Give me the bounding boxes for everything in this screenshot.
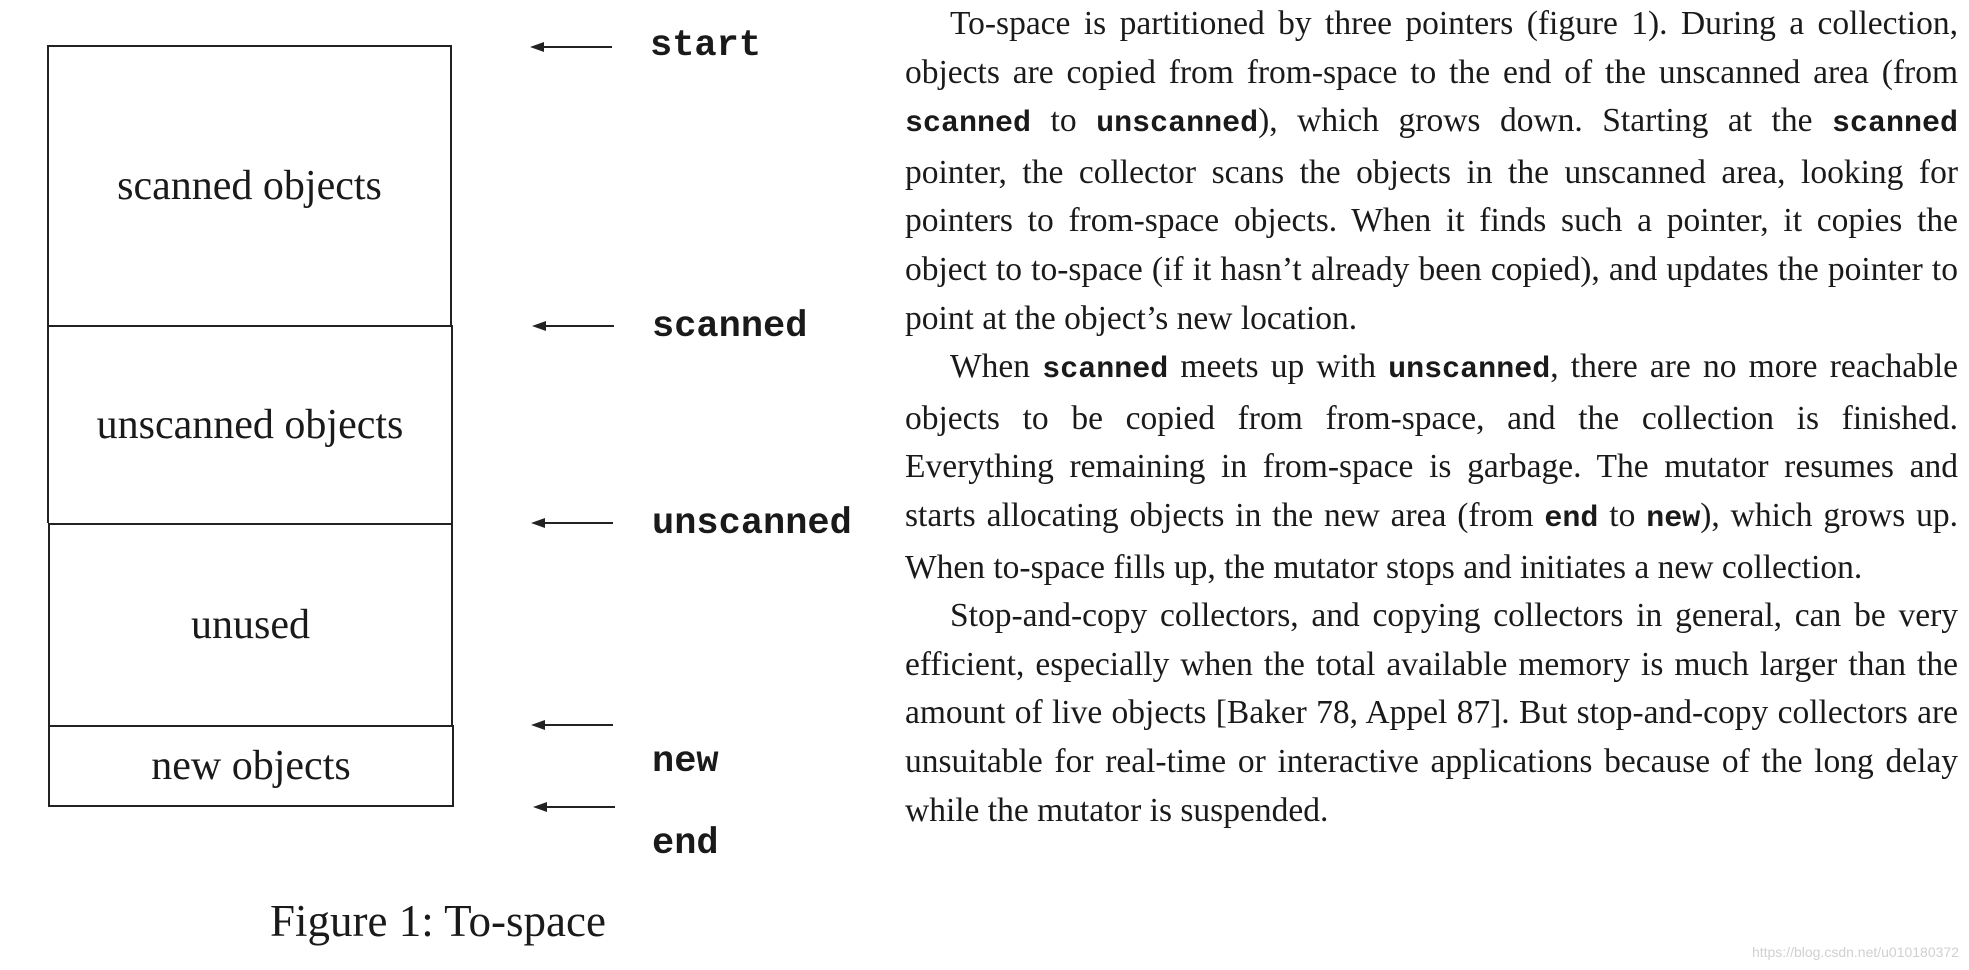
pointer-label-unscanned: unscanned <box>652 503 852 545</box>
region-label: new objects <box>151 743 351 789</box>
region-label: scanned objects <box>117 163 382 209</box>
code-unscanned: unscanned <box>1388 353 1551 388</box>
pointer-label-new: new <box>652 741 719 783</box>
code-scanned: scanned <box>905 107 1032 142</box>
body-text <box>905 0 1958 835</box>
end-arrow-icon <box>531 797 617 817</box>
paragraph-1: To-space is partitioned by three pointers (figure 1). During a collection, objects are copied from from-space to the end of the unscanned area (from scanned to unscanned), which grows down. Starting at the scanned pointer, the collector scans the objects in the unscanned area, looking for pointers to from-space objects. When it finds such a pointer, it copies the object to to-space (if it hasn’t already been copied), and updates the pointer to point at the object’s new location. <box>905 5 1958 337</box>
region-unused <box>48 523 453 725</box>
region-label: unscanned objects <box>96 402 404 448</box>
scanned-arrow-icon <box>530 316 616 336</box>
paragraph-2: When scanned meets up with unscanned, there are no more reachable objects to be copied from from-space, and the collection is finished. Everything remaining in from-space is garbage. The mutator resumes and starts allocating objects in the new area (from end to new), which grows up. When to-space fills up, the mutator stops and initiates a new collection. <box>905 348 1958 586</box>
watermark: https://blog.csdn.net/u010180372 <box>1751 944 1959 960</box>
region-label: unused <box>191 602 310 648</box>
pointer-label-scanned: scanned <box>652 306 808 348</box>
code-end: end <box>1544 501 1599 536</box>
code-unscanned: unscanned <box>1096 107 1259 142</box>
code-new: new <box>1646 501 1701 536</box>
region-unscanned-objects <box>47 325 453 523</box>
start-arrow-icon <box>528 37 614 57</box>
paragraph-3: Stop-and-copy collectors, and copying collectors in general, can be very efficient, especially when the total available memory is much larger than the amount of live objects [Baker 78, Appel 87]. But stop-and-copy collectors are unsuitable for real-time or interactive applications because of the long delay while the mutator is suspended. <box>905 597 1958 829</box>
figure-caption: Figure 1: To-space <box>270 896 606 946</box>
unscanned-arrow-icon <box>529 513 615 533</box>
new-arrow-icon <box>529 715 615 735</box>
pointer-label-start: start <box>650 25 762 67</box>
pointer-label-end: end <box>652 823 719 865</box>
region-new-objects <box>48 725 454 807</box>
region-scanned-objects <box>47 45 452 325</box>
code-scanned: scanned <box>1042 353 1169 388</box>
code-scanned: scanned <box>1831 107 1958 142</box>
